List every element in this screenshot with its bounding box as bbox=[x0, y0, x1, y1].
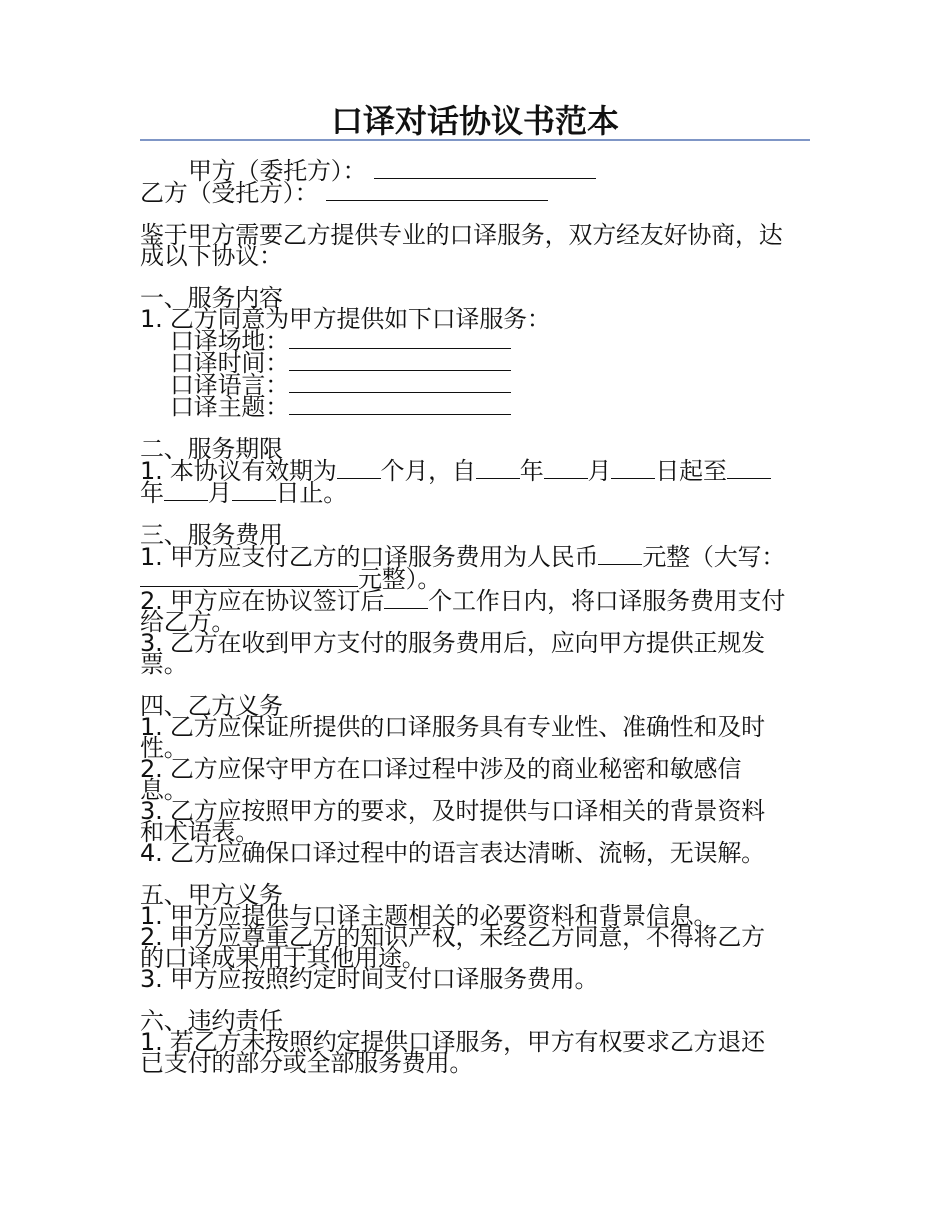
months-blank bbox=[337, 460, 381, 479]
clause-line: 1. 若乙方未按照约定提供口译服务，甲方有权要求乙方退还 bbox=[140, 1028, 765, 1056]
term-text: 年 bbox=[519, 457, 544, 485]
clause-line: 息。 bbox=[140, 776, 188, 804]
payment-text: 2. 甲方应在协议签订后 bbox=[140, 587, 385, 615]
clause-line: 2. 乙方应保守甲方在口译过程中涉及的商业秘密和敏感信 bbox=[140, 755, 742, 783]
term-text: 个月，自 bbox=[380, 457, 476, 485]
document-title: 口译对话协议书范本 bbox=[330, 102, 619, 140]
time-label: 口译时间： bbox=[170, 349, 289, 377]
section-heading: 五、甲方义务 bbox=[140, 881, 283, 909]
language-blank bbox=[289, 374, 511, 393]
party-a-label: 甲方（委托方）： bbox=[188, 157, 367, 185]
section-heading: 四、乙方义务 bbox=[140, 692, 283, 720]
party-b-label: 乙方（受托方）： bbox=[140, 179, 319, 207]
clause-line: 3. 乙方在收到甲方支付的服务费用后，应向甲方提供正规发 bbox=[140, 629, 765, 657]
clause-line: 性。 bbox=[140, 734, 188, 762]
section-heading: 三、服务费用 bbox=[140, 521, 283, 549]
end-month-blank bbox=[164, 482, 208, 501]
term-line bbox=[140, 479, 812, 507]
clause-line: 3. 乙方应按照甲方的要求，及时提供与口译相关的背景资料 bbox=[140, 797, 765, 825]
start-day-blank bbox=[611, 460, 655, 479]
term-text: 月 bbox=[207, 479, 232, 507]
agreement-body bbox=[140, 157, 812, 1077]
clause-line: 给乙方。 bbox=[140, 608, 236, 636]
term-text: 日止。 bbox=[275, 479, 348, 507]
payment-text: 个工作日内，将口译服务费用支付 bbox=[428, 587, 786, 615]
fee-text: 元整）。 bbox=[358, 565, 442, 593]
start-month-blank bbox=[544, 460, 588, 479]
preamble-line: 成以下协议： bbox=[140, 242, 283, 270]
party-b-blank bbox=[326, 182, 548, 201]
start-year-blank bbox=[476, 460, 520, 479]
fee-text: 1. 甲方应支付乙方的口译服务费用为人民币 bbox=[140, 543, 599, 571]
section-heading: 一、服务内容 bbox=[140, 284, 283, 312]
term-text: 年 bbox=[140, 479, 164, 507]
title-underline bbox=[140, 139, 810, 141]
payment-days-blank bbox=[384, 590, 428, 609]
fee-capital-blank bbox=[140, 568, 358, 587]
party-b-line bbox=[140, 179, 812, 207]
term-line bbox=[140, 457, 812, 485]
term-text: 月 bbox=[587, 457, 612, 485]
clause-line: 4. 乙方应确保口译过程中的语言表达清晰、流畅，无误解。 bbox=[140, 839, 765, 867]
end-day-blank bbox=[232, 482, 276, 501]
term-text: 日起至 bbox=[655, 457, 727, 485]
term-text: 1. 本协议有效期为 bbox=[140, 457, 337, 485]
venue-blank bbox=[289, 330, 511, 349]
language-label: 口译语言： bbox=[170, 371, 289, 399]
section-heading: 二、服务期限 bbox=[140, 435, 283, 463]
venue-label: 口译场地： bbox=[170, 327, 289, 355]
clause-line: 1. 甲方应提供与口译主题相关的必要资料和背景信息。 bbox=[140, 902, 718, 930]
clause-line: 2. 甲方应尊重乙方的知识产权，未经乙方同意，不得将乙方 bbox=[140, 923, 765, 951]
topic-blank bbox=[289, 396, 511, 415]
clause-line: 的口译成果用于其他用途。 bbox=[140, 944, 426, 972]
fee-line bbox=[140, 543, 812, 571]
clause-line: 1. 乙方应保证所提供的口译服务具有专业性、准确性和及时 bbox=[140, 713, 765, 741]
clause-line: 1. 乙方同意为甲方提供如下口译服务： bbox=[140, 305, 551, 333]
clause-line: 3. 甲方应按照约定时间支付口译服务费用。 bbox=[140, 965, 599, 993]
time-blank bbox=[289, 352, 511, 371]
clause-line: 票。 bbox=[140, 650, 188, 678]
section-heading: 六、违约责任 bbox=[140, 1007, 283, 1035]
end-year-blank bbox=[727, 460, 771, 479]
preamble-line: 鉴于甲方需要乙方提供专业的口译服务，双方经友好协商，达 bbox=[140, 221, 783, 249]
topic-label: 口译主题： bbox=[170, 393, 289, 421]
clause-line: 已支付的部分或全部服务费用。 bbox=[140, 1049, 474, 1077]
payment-line bbox=[140, 587, 812, 615]
topic-line bbox=[140, 393, 812, 421]
fee-amount-blank bbox=[598, 546, 642, 565]
clause-line: 和术语表。 bbox=[140, 818, 259, 846]
fee-text: 元整（大写： bbox=[642, 543, 786, 571]
party-a-blank bbox=[374, 160, 596, 179]
